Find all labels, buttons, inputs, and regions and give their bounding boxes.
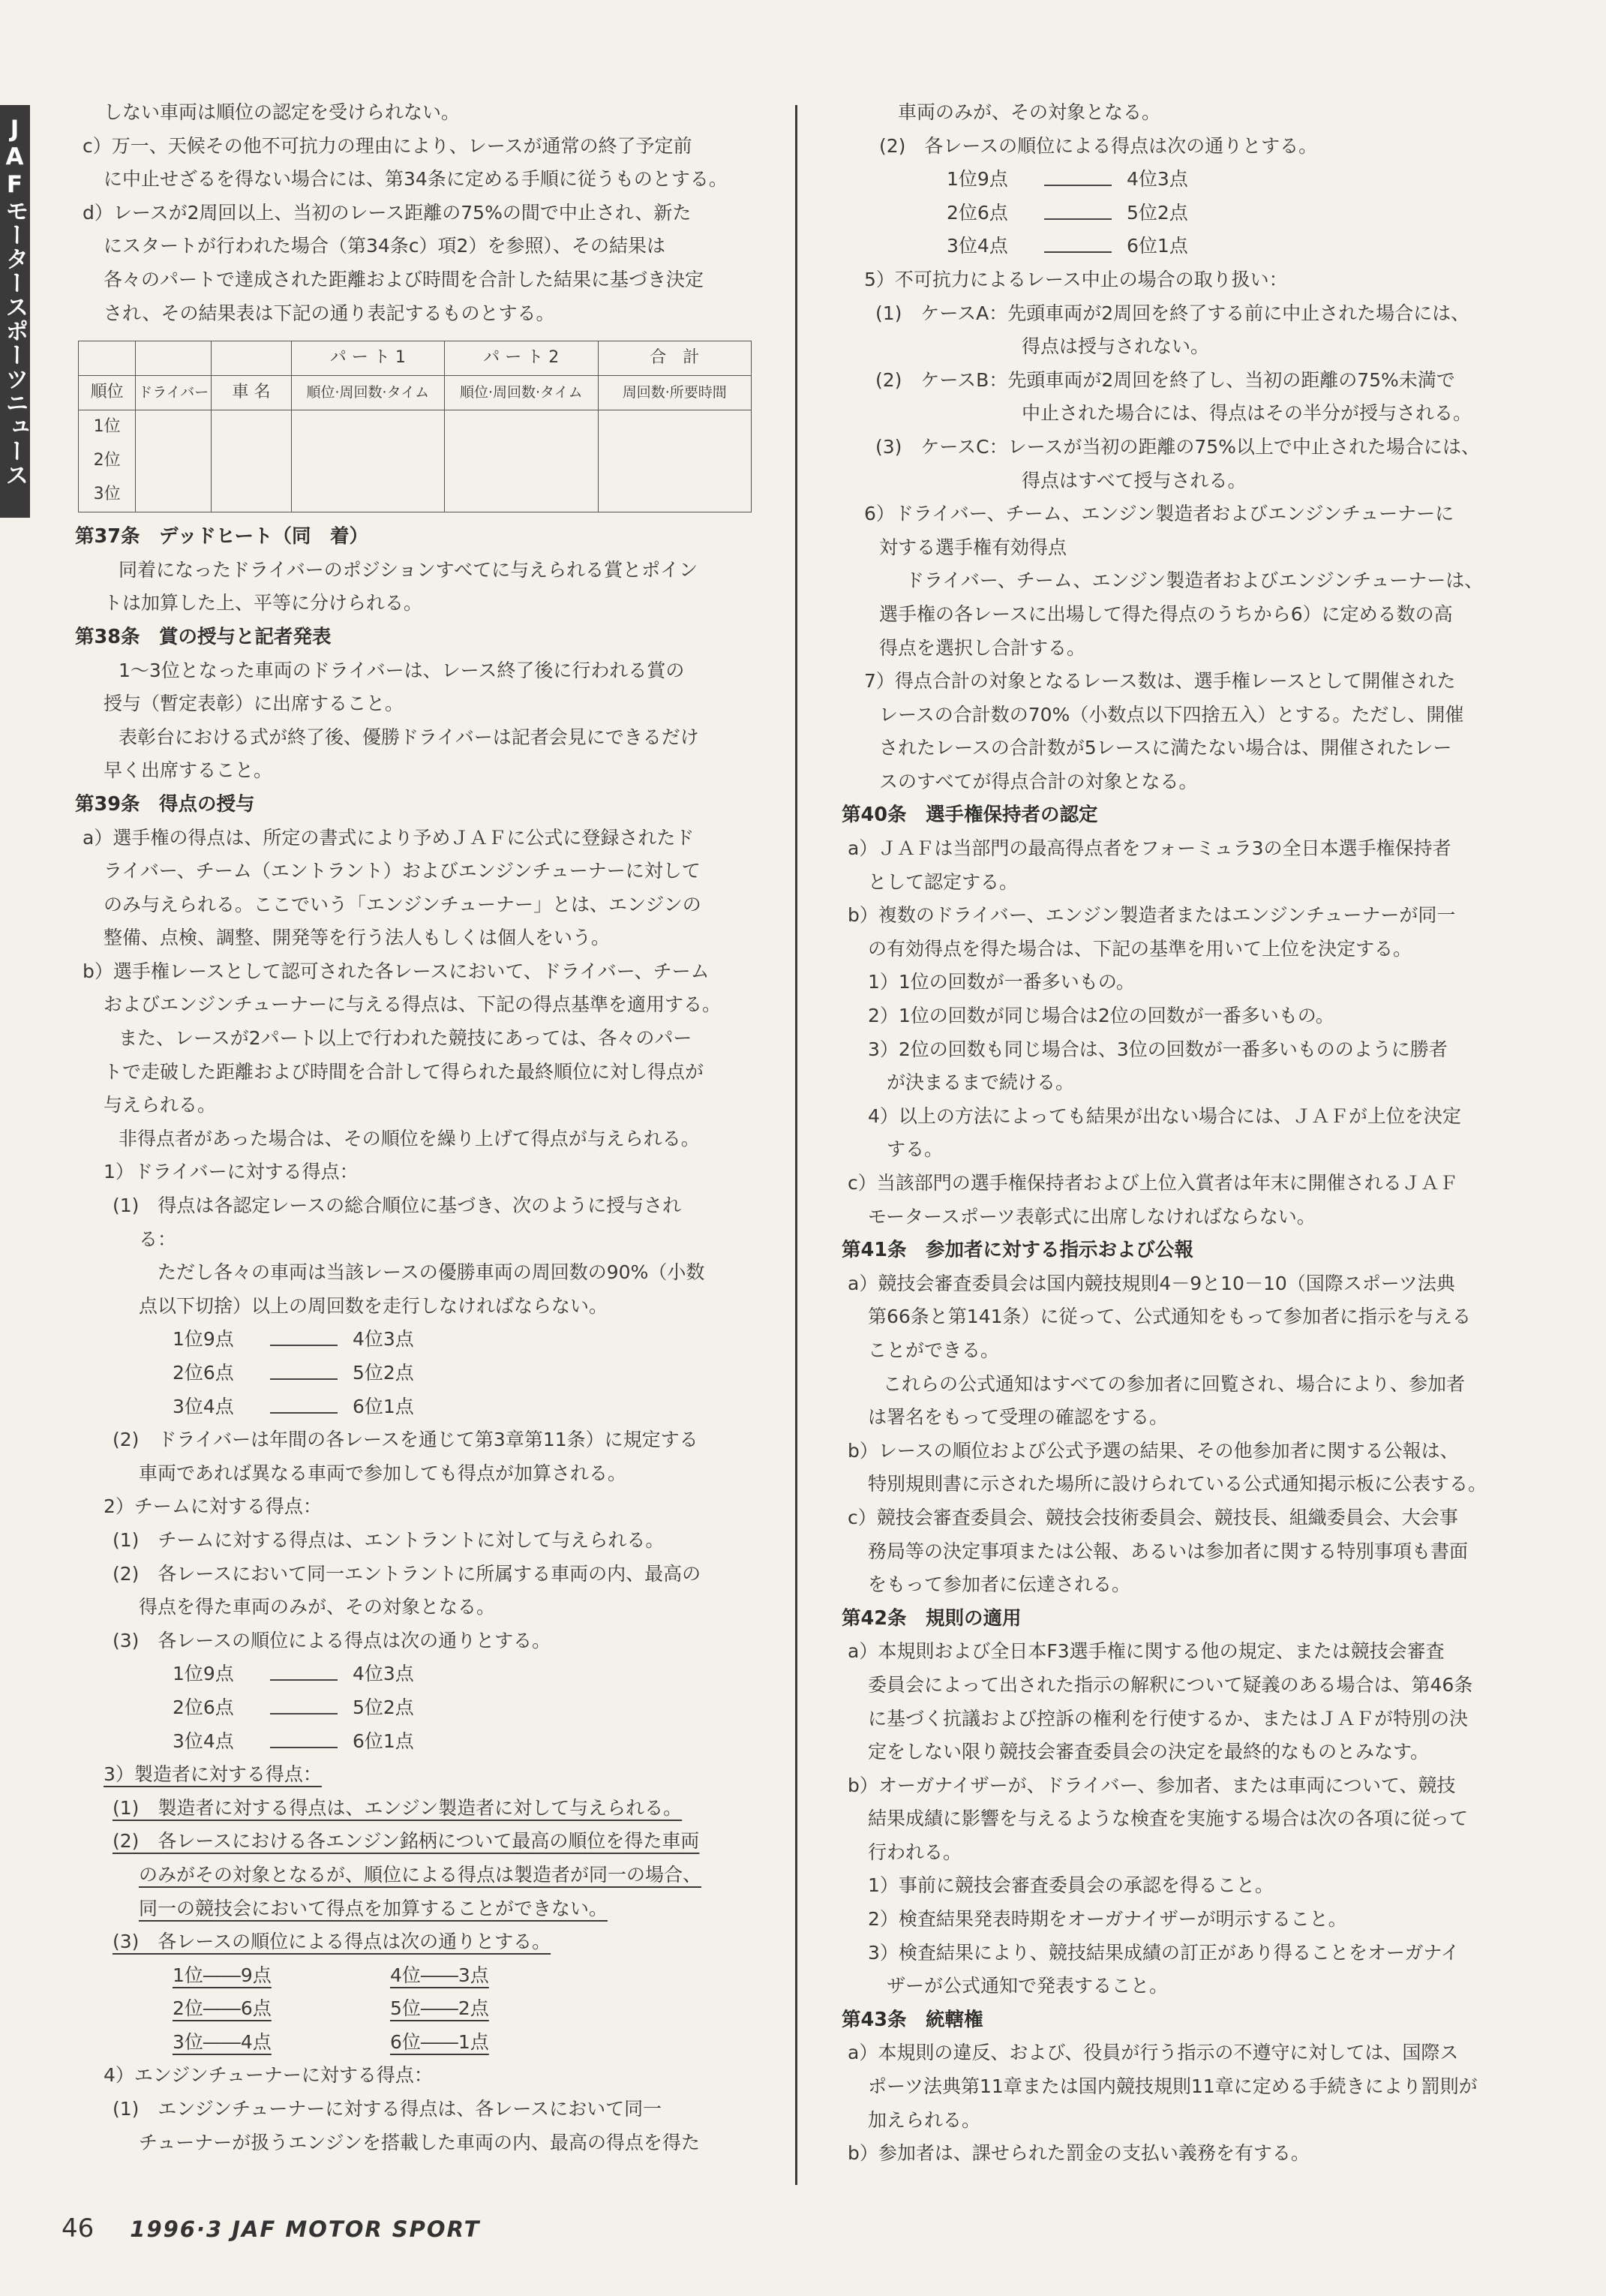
score-entry: 3位4点 — [947, 235, 1008, 257]
score-entry: 1位9点 — [173, 1328, 234, 1351]
score-blank-line — [270, 1334, 338, 1346]
text-line: 得点を得た車両のみが、その対象となる。 — [139, 1596, 496, 1618]
text-line: 3）2位の回数も同じ場合は、3位の回数が一番多いもののように勝者 — [868, 1038, 1448, 1060]
score-entry: 6位1点 — [353, 1730, 414, 1752]
text-line: 同一の競技会において得点を加算することができない。 — [139, 1897, 608, 1919]
text-line: ライバー、チーム（エントラント）およびエンジンチューナーに対して — [104, 860, 701, 882]
text-line: (1) チームに対する得点は、エントラントに対して与えられる。 — [113, 1528, 665, 1551]
table-rank: 2位 — [79, 444, 136, 478]
text-line: (3) 各レースの順位による得点は次の通りとする。 — [113, 1629, 551, 1651]
table-group-total: 合 計 — [598, 341, 751, 376]
text-line: にスタートが行われた場合（第34条c）項2）を参照）、その結果は — [104, 235, 665, 257]
text-line: (3) ケースC：レースが当初の距離の75%以上で中止された場合には、 — [875, 435, 1480, 458]
results-table — [78, 341, 752, 512]
text-line: 点以下切捨）以上の周回数を走行しなければならない。 — [139, 1294, 608, 1317]
score-blank-line — [1044, 174, 1112, 186]
text-line: (3) 各レースの順位による得点は次の通りとする。 — [113, 1931, 551, 1953]
text-line: に中止せざるを得ない場合には、第34条に定める手順に従うものとする。 — [104, 168, 728, 191]
score-entry: 4位――3点 — [390, 1964, 489, 1986]
text-line: 7）得点合計の対象となるレース数は、選手権レースとして開催された — [864, 670, 1456, 693]
table-cell — [212, 444, 291, 478]
score-blank-line — [270, 1402, 338, 1414]
score-entry: 5位2点 — [353, 1362, 414, 1384]
text-line: 1〜3位となった車両のドライバーは、レース終了後に行われる賞の — [119, 659, 685, 681]
score-blank-line — [270, 1702, 338, 1714]
article-heading: 第38条 賞の授与と記者発表 — [75, 625, 332, 648]
page-footer — [62, 2213, 480, 2243]
text-line: 非得点者があった場合は、その順位を繰り上げて得点が与えられる。 — [119, 1127, 700, 1150]
table-cell — [136, 444, 212, 478]
text-line: a）選手権の得点は、所定の書式により予めＪＡＦに公式に登録されたド — [83, 826, 695, 849]
table-header-empty — [212, 341, 291, 376]
text-line: 5）不可抗力によるレース中止の場合の取り扱い： — [864, 268, 1288, 290]
text-line: モータースポーツ表彰式に出席しなければならない。 — [868, 1205, 1316, 1228]
text-line: およびエンジンチューナーに与える得点は、下記の得点基準を適用する。 — [104, 993, 722, 1016]
table-rank: 3位 — [79, 478, 136, 512]
text-line: 得点を選択し合計する。 — [879, 636, 1086, 659]
score-entry: 4位3点 — [353, 1328, 414, 1351]
text-line: (2) 各レースの順位による得点は次の通りとする。 — [879, 134, 1318, 157]
text-line: b）レースの順位および公式予選の結果、その他参加者に関する公報は、 — [848, 1439, 1459, 1462]
article-heading: 第41条 参加者に対する指示および公報 — [842, 1239, 1193, 1262]
text-line: 4）エンジンチューナーに対する得点： — [104, 2064, 433, 2087]
text-line: 2）1位の回数が同じ場合は2位の回数が一番多いもの。 — [868, 1005, 1334, 1027]
text-line: スのすべてが得点合計の対象となる。 — [879, 770, 1198, 792]
left-column — [75, 96, 825, 2159]
text-line: d）レースが2周回以上、当初のレース距離の75%の間で中止され、新た — [83, 201, 692, 224]
table-header: ドライバー — [136, 376, 212, 410]
score-entry: 5位2点 — [353, 1696, 414, 1718]
text-line: 1）事前に競技会審査委員会の承認を得ること。 — [868, 1874, 1274, 1897]
text-line: トで走破した距離および時間を合計して得られた最終順位に対し得点が — [104, 1060, 704, 1083]
text-line: 得点はすべて授与される。 — [1022, 469, 1247, 491]
score-row-underlined — [75, 1959, 825, 1993]
text-line: され、その結果表は下記の通り表記するものとする。 — [104, 302, 555, 324]
text-line: b）オーガナイザーが、ドライバー、参加者、または車両について、競技 — [848, 1774, 1456, 1796]
score-row — [842, 230, 1592, 263]
text-line: チューナーが扱うエンジンを搭載した車両の内、最高の得点を得た — [139, 2131, 701, 2153]
table-header-empty — [79, 341, 136, 376]
score-entry: 3位――4点 — [173, 2030, 272, 2053]
text-line: 特別規則書に示された場所に設けられている公式通知掲示板に公表する。 — [868, 1473, 1487, 1495]
text-line: されたレースの合計数が5レースに満たない場合は、開催されたレー — [879, 737, 1452, 759]
text-line: 4）以上の方法によっても結果が出ない場合には、ＪＡＦが上位を決定 — [868, 1104, 1461, 1127]
table-rank: 1位 — [79, 410, 136, 445]
text-line: 表彰台における式が終了後、優勝ドライバーは記者会見にできるだけ — [119, 726, 699, 748]
text-line: る： — [139, 1228, 177, 1250]
table-cell — [212, 478, 291, 512]
text-line: 1）ドライバーに対する得点： — [104, 1161, 359, 1183]
table-cell — [291, 478, 444, 512]
article-heading: 第39条 得点の授与 — [75, 792, 255, 816]
text-line: b）複数のドライバー、エンジン製造者またはエンジンチューナーが同一 — [848, 904, 1456, 927]
text-line: a）ＪＡＦは当部門の最高得点者をフォーミュラ3の全日本選手権保持者 — [848, 837, 1451, 860]
text-line: が決まるまで続ける。 — [887, 1071, 1075, 1094]
text-line: a）本規則および全日本F3選手権に関する他の規定、または競技会審査 — [848, 1640, 1445, 1663]
text-line: のみがその対象となるが、順位による得点は製造者が同一の場合、 — [139, 1863, 702, 1886]
magazine-title: 1996·3 JAF MOTOR SPORT — [130, 2216, 481, 2242]
score-row — [842, 163, 1592, 197]
score-entry: 2位6点 — [947, 201, 1008, 224]
text-line: 得点は授与されない。 — [1022, 335, 1210, 358]
text-line: これらの公式通知はすべての参加者に回覧され、場合により、参加者 — [883, 1372, 1466, 1395]
table-cell — [598, 444, 751, 478]
table-cell — [212, 410, 291, 445]
text-line: ザーが公式通知で発表すること。 — [887, 1975, 1169, 1997]
right-column — [842, 96, 1592, 2171]
text-line: (2) ドライバーは年間の各レースを通じて第3章第11条）に規定する — [113, 1429, 698, 1451]
text-line: 対する選手権有効得点 — [879, 536, 1067, 558]
score-entry: 4位3点 — [1127, 168, 1188, 191]
text-line: は署名をもって受理の確認をする。 — [868, 1406, 1169, 1429]
table-cell — [136, 410, 212, 445]
page-number: 46 — [62, 2213, 95, 2243]
text-line: (1) エンジンチューナーに対する得点は、各レースにおいて同一 — [113, 2098, 662, 2120]
table-cell — [291, 444, 444, 478]
table-cell — [445, 410, 598, 445]
score-blank-line — [1044, 241, 1112, 253]
text-line: 早く出席すること。 — [104, 759, 273, 782]
table-cell — [291, 410, 444, 445]
text-line: また、レースが2パート以上で行われた競技にあっては、各々のパー — [119, 1027, 692, 1050]
table-group-part2: パ ー ト 2 — [445, 341, 598, 376]
text-line: のみ与えられる。ここでいう「エンジンチューナー」とは、エンジンの — [104, 893, 701, 915]
text-line: 3）製造者に対する得点： — [104, 1763, 322, 1786]
table-cell — [445, 444, 598, 478]
section-side-tab: JAFモータースポーツニュース — [0, 105, 30, 518]
text-line: として認定する。 — [868, 870, 1019, 893]
text-line: 行われる。 — [868, 1841, 962, 1863]
text-line: ことができる。 — [868, 1339, 1000, 1361]
score-entry: 2位6点 — [173, 1362, 234, 1384]
text-line: の有効得点を得た場合は、下記の基準を用いて上位を決定する。 — [868, 937, 1412, 960]
score-blank-line — [270, 1669, 338, 1681]
text-line: 定をしない限り競技会審査委員会の決定を最終的なものとみなす。 — [868, 1741, 1430, 1763]
score-row-underlined — [75, 1992, 825, 2026]
score-entry: 4位3点 — [353, 1663, 414, 1685]
table-group-part1: パ ー ト 1 — [291, 341, 444, 376]
table-header: 車 名 — [212, 376, 291, 410]
text-line: に基づく抗議および控訴の権利を行使するか、またはＪＡＦが特別の決 — [868, 1707, 1469, 1730]
table-header: 周回数·所要時間 — [598, 376, 751, 410]
text-line: 選手権の各レースに出場して得た得点のうちから6）に定める数の高 — [879, 603, 1453, 625]
text-line: する。 — [887, 1138, 944, 1161]
text-line: レースの合計数の70%（小数点以下四捨五入）とする。ただし、開催 — [879, 703, 1464, 726]
text-line: 3）検査結果により、競技結果成績の訂正があり得ることをオーガナイ — [868, 1941, 1460, 1964]
score-row-underlined — [75, 2026, 825, 2060]
score-row — [75, 1357, 825, 1390]
article-heading: 第40条 選手権保持者の認定 — [842, 804, 1098, 827]
text-line: トは加算した上、平等に分けられる。 — [104, 592, 423, 615]
text-line: 結果成績に影響を与えるような検査を実施する場合は次の各項に従って — [868, 1808, 1469, 1830]
score-entry: 1位9点 — [947, 168, 1008, 191]
table-cell — [136, 478, 212, 512]
text-line: (2) ケースB：先頭車両が2周回を終了し、当初の距離の75%未満で — [875, 368, 1455, 391]
score-entry: 6位1点 — [1127, 235, 1188, 257]
text-line: 整備、点検、調整、開発等を行う法人もしくは個人をいう。 — [104, 927, 611, 949]
article-heading: 第43条 統轄権 — [842, 2008, 983, 2031]
score-entry: 3位4点 — [173, 1730, 234, 1752]
table-header-empty — [136, 341, 212, 376]
text-line: a）競技会審査委員会は国内競技規則4－9と10－10（国際スポーツ法典 — [848, 1272, 1455, 1294]
score-row — [75, 1657, 825, 1691]
text-line: (1) ケースA：先頭車両が2周回を終了する前に中止された場合には、 — [875, 302, 1470, 324]
text-line: 第66条と第141条）に従って、公式通知をもって参加者に指示を与える — [868, 1306, 1472, 1328]
text-line: 2）検査結果発表時期をオーガナイザーが明示すること。 — [868, 1908, 1347, 1931]
score-entry: 5位2点 — [1127, 201, 1188, 224]
text-line: 6）ドライバー、チーム、エンジン製造者およびエンジンチューナーに — [864, 503, 1454, 525]
text-line: 同着になったドライバーのポジションすべてに与えられる賞とポイン — [119, 558, 698, 581]
score-entry: 6位――1点 — [390, 2030, 489, 2053]
score-entry: 6位1点 — [353, 1395, 414, 1417]
text-line: ただし各々の車両は当該レースの優勝車両の周回数の90%（小数 — [158, 1261, 705, 1284]
text-line: c）競技会審査委員会、競技会技術委員会、競技長、組織委員会、大会事 — [848, 1506, 1458, 1528]
table-header: 順位·周回数·タイム — [291, 376, 444, 410]
table-cell — [598, 410, 751, 445]
text-line: b）参加者は、課せられた罰金の支払い義務を有する。 — [848, 2142, 1310, 2165]
text-line: ドライバー、チーム、エンジン製造者およびエンジンチューナーは、 — [905, 569, 1484, 592]
score-row — [842, 197, 1592, 230]
text-line: 中止された場合には、得点はその半分が授与される。 — [1022, 402, 1472, 425]
article-heading: 第37条 デッドヒート（同 着） — [75, 525, 368, 548]
text-line: (1) 製造者に対する得点は、エンジン製造者に対して与えられる。 — [113, 1796, 683, 1819]
text-line: しない車両は順位の認定を受けられない。 — [104, 101, 461, 123]
score-entry: 2位6点 — [173, 1696, 234, 1718]
table-header: 順位 — [79, 376, 136, 410]
article-heading: 第42条 規則の適用 — [842, 1606, 1022, 1630]
text-line: a）本規則の違反、および、役員が行う指示の不遵守に対しては、国際ス — [848, 2042, 1459, 2064]
text-line: (2) 各レースにおいて同一エントラントに所属する車両の内、最高の — [113, 1562, 701, 1585]
score-blank-line — [1044, 208, 1112, 220]
score-entry: 1位9点 — [173, 1663, 234, 1685]
text-line: 授与（暫定表彰）に出席すること。 — [104, 693, 404, 715]
score-entry: 3位4点 — [173, 1395, 234, 1417]
score-blank-line — [270, 1368, 338, 1380]
score-row — [75, 1691, 825, 1725]
table-header: 順位·周回数·タイム — [445, 376, 598, 410]
text-line: b）選手権レースとして認可された各レースにおいて、ドライバー、チーム — [83, 960, 710, 982]
text-line: 委員会によって出された指示の解釈について疑義のある場合は、第46条 — [868, 1673, 1473, 1696]
text-line: (1) 得点は各認定レースの総合順位に基づき、次のように授与され — [113, 1195, 682, 1217]
score-row — [75, 1390, 825, 1424]
text-line: 務局等の決定事項または公報、あるいは参加者に関する特別事項も書面 — [868, 1540, 1469, 1562]
text-line: c）当該部門の選手権保持者および上位入賞者は年末に開催されるＪＡＦ — [848, 1172, 1458, 1194]
table-cell — [598, 478, 751, 512]
text-line: 2）チームに対する得点： — [104, 1495, 322, 1518]
score-row — [75, 1725, 825, 1759]
text-line: 各々のパートで達成された距離および時間を合計した結果に基づき決定 — [104, 268, 704, 290]
text-line: ポーツ法典第11章または国内競技規則11章に定める手続きにより罰則が — [868, 2075, 1478, 2098]
score-row — [75, 1323, 825, 1357]
score-blank-line — [270, 1736, 338, 1748]
text-line: 1）1位の回数が一番多いもの。 — [868, 971, 1135, 993]
text-line: (2) 各レースにおける各エンジン銘柄について最高の順位を得た車両 — [113, 1830, 700, 1853]
text-line: をもって参加者に伝達される。 — [868, 1573, 1131, 1596]
text-line: 加えられる。 — [868, 2108, 981, 2131]
text-line: c）万一、天候その他不可抗力の理由により、レースが通常の終了予定前 — [83, 134, 692, 157]
score-entry: 2位――6点 — [173, 1997, 272, 2020]
table-cell — [445, 478, 598, 512]
text-line: 車両であれば異なる車両で参加しても得点が加算される。 — [139, 1462, 627, 1484]
text-line: 与えられる。 — [104, 1094, 217, 1116]
text-line: 車両のみが、その対象となる。 — [898, 101, 1161, 123]
score-entry: 5位――2点 — [390, 1997, 489, 2020]
score-entry: 1位――9点 — [173, 1964, 272, 1986]
